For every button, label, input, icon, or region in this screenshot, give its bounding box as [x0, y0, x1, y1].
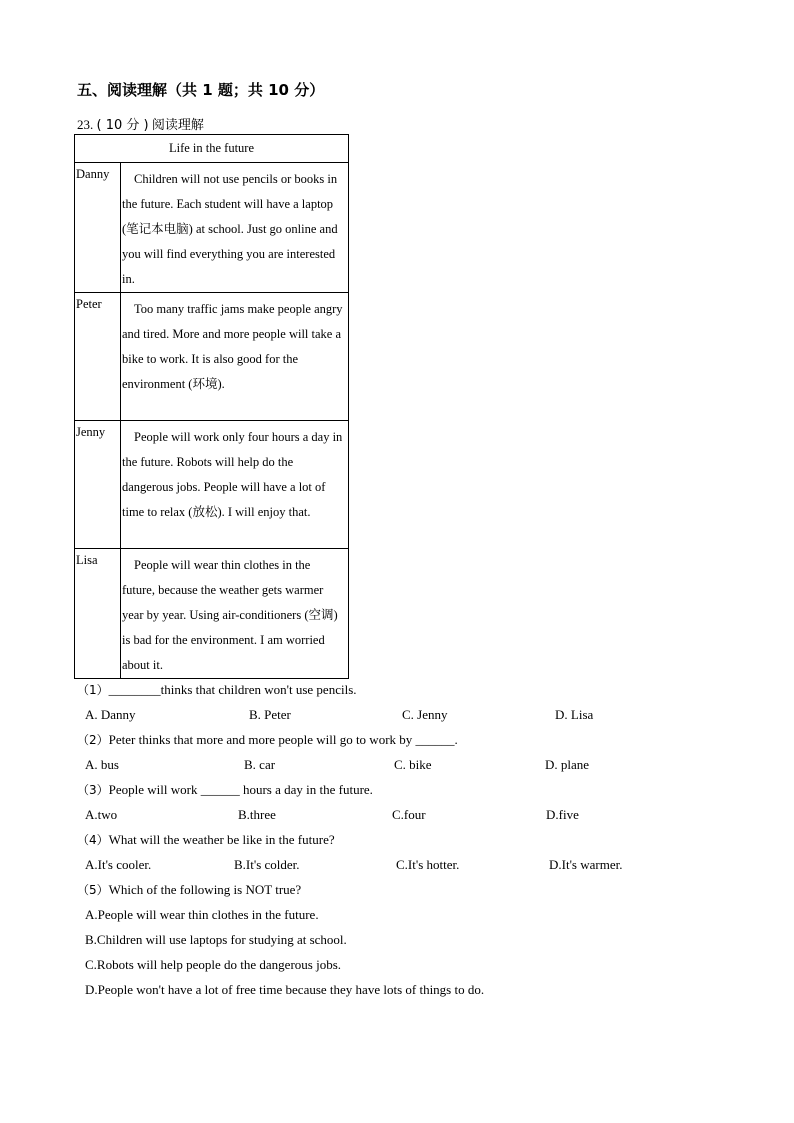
speaker-text: Too many traffic jams make people angry and tired. More and more people will take a bike to work. It is also good for the environment (环境).	[121, 293, 349, 421]
option: A.People will wear thin clothes in the future.	[85, 907, 319, 922]
option: B. Peter	[249, 707, 291, 722]
option: B. car	[244, 757, 276, 772]
option: B.It's colder.	[234, 857, 300, 872]
passage-title: Life in the future	[75, 135, 349, 163]
option: A.two	[85, 807, 118, 822]
question-1-options	[77, 702, 717, 727]
option: C. bike	[394, 757, 432, 772]
speaker-text: People will work only four hours a day in the future. Robots will help do the dangerous jobs. People will have a lot of time to relax (放松). I will enjoy that.	[121, 421, 349, 549]
option: A. Danny	[85, 707, 136, 722]
question-score: ( 10 分 )	[96, 118, 149, 133]
option: D.It's warmer.	[549, 857, 623, 872]
question-3-options	[77, 802, 717, 827]
question-2: （2）Peter thinks that more and more people will go to work by ______.	[77, 732, 458, 747]
speaker-text: Children will not use pencils or books in the future. Each student will have a laptop (笔记本电脑) at school. Just go online and you will find everything you are interested in.	[121, 163, 349, 293]
option: D.five	[546, 807, 579, 822]
question-header	[77, 114, 204, 133]
option: C.It's hotter.	[396, 857, 460, 872]
option: D. Lisa	[555, 707, 594, 722]
passage-row	[75, 293, 349, 421]
speaker-name: Danny	[75, 163, 121, 293]
question-4: （4）What will the weather be like in the future?	[77, 832, 335, 847]
question-number: 23.	[77, 117, 94, 132]
question-5: （5）Which of the following is NOT true?	[77, 882, 302, 897]
question-3: （3）People will work ______ hours a day in the future.	[77, 782, 373, 797]
question-4-options	[77, 852, 717, 877]
passage-row	[75, 549, 349, 679]
speaker-text: People will wear thin clothes in the future, because the weather gets warmer year by year. Using air-conditioners (空调) is bad for the environment. I am worried about it.	[121, 549, 349, 679]
option: A.It's cooler.	[85, 857, 152, 872]
questions-list	[77, 677, 717, 1002]
speaker-name: Peter	[75, 293, 121, 421]
speaker-name: Lisa	[75, 549, 121, 679]
option: B.Children will use laptops for studying at school.	[85, 932, 347, 947]
passage-row	[75, 421, 349, 549]
question-label: 阅读理解	[151, 118, 204, 133]
section-title: 五、阅读理解（共 1 题；共 10 分）	[77, 81, 325, 99]
option: D.People won't have a lot of free time because they have lots of things to do.	[85, 982, 485, 997]
question-1: （1）________thinks that children won't use pencils.	[77, 682, 357, 697]
option: C. Jenny	[402, 707, 448, 722]
option: D. plane	[545, 757, 590, 772]
passage-row	[75, 163, 349, 293]
option: C.Robots will help people do the dangerous jobs.	[85, 957, 342, 972]
question-2-options	[77, 752, 717, 777]
option: A. bus	[85, 757, 119, 772]
option: C.four	[392, 807, 426, 822]
option: B.three	[238, 807, 276, 822]
speaker-name: Jenny	[75, 421, 121, 549]
passage-table	[74, 134, 349, 679]
